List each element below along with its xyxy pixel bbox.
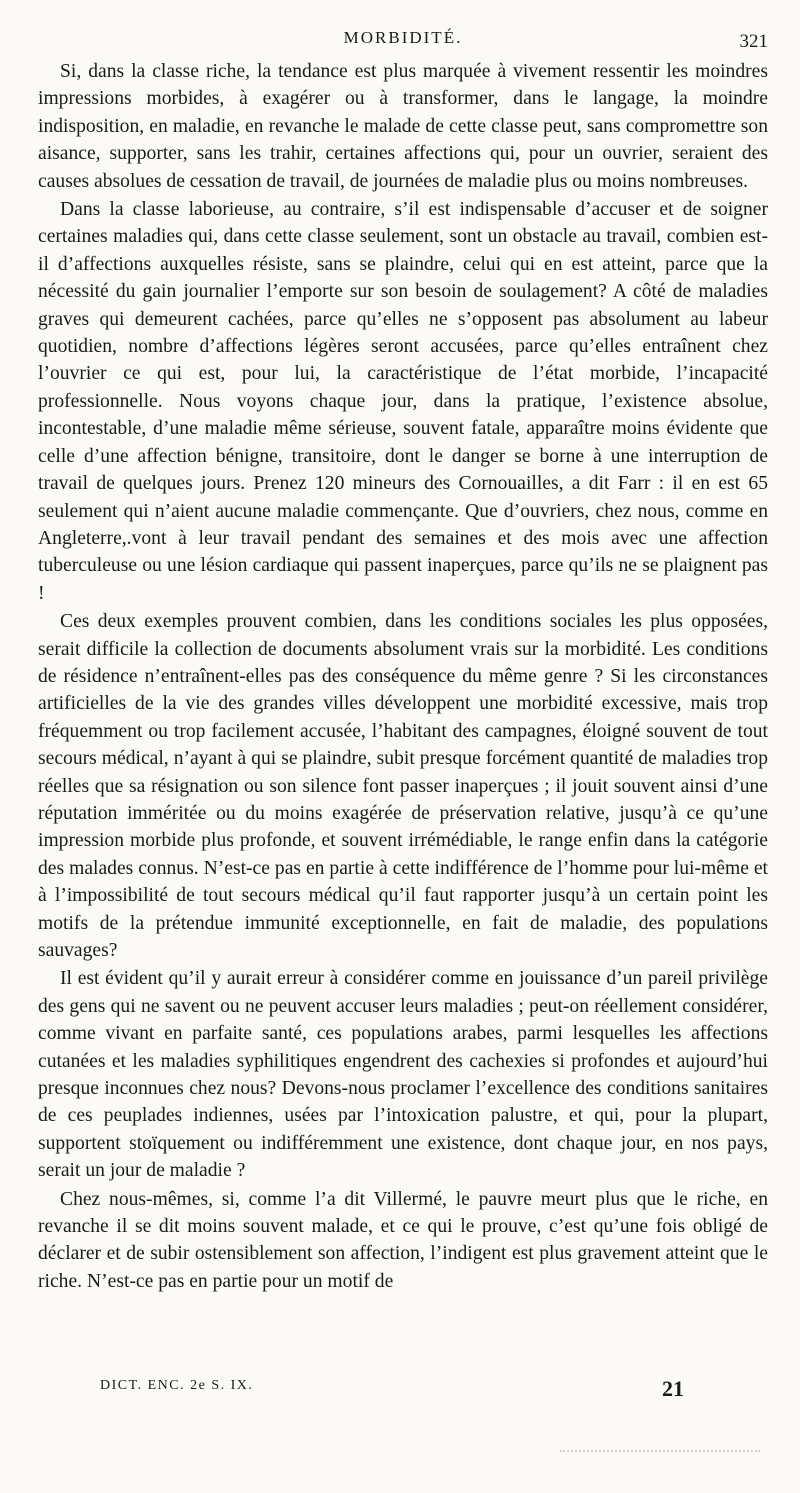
signature-number: 21 (662, 1376, 684, 1401)
paragraph-2: Dans la classe laborieuse, au contraire, s’il est indispensable d’accuser et de soigner certaines maladies qui, dans cette classe seulement, sont un obstacle au travail, combien est-il d’affections auxquelles résiste, sans se plaindre, celui qui en est atteint, parce que la nécessité du gain journalier l’emporte sur son besoin de soulagement? A côté de maladies graves qui demeurent cachées, parce qu’elles ne s’opposent pas absolument au labeur quotidien, nombre d’affections légères seront accusées, parce qu’elles entraînent chez l’ouvrier ce qui est, pour lui, la caractéristique de l’état morbide, l’incapacité professionnelle. Nous voyons chaque jour, dans la pratique, l’existence absolue, incontestable, d’une maladie même sérieuse, souvent fatale, apparaître moins évidente que celle d’une affection bénigne, transitoire, dont le danger se borne à une interruption de travail de quelques jours. Prenez 120 mineurs des Cornouailles, a dit Farr : il en est 65 seulement qui n’aient aucune maladie commençante. Que d’ouvriers, chez nous, comme en Angleterre,.vont à leur travail pendant des semaines et des mois avec une affection tuberculeuse ou une lésion cardiaque qui passent inaperçues, parce qu’ils ne se plaignent pas ! (38, 199, 768, 604)
running-head (38, 28, 768, 52)
paragraph-5: Chez nous-mêmes, si, comme l’a dit Villermé, le pauvre meurt plus que le riche, en revanche il se dit moins souvent malade, et ce qui le prouve, c’est qu’une fois obligé de déclarer et de subir ostensiblement son affection, l’indigent est plus gravement atteint que le riche. N’est-ce pas en partie pour un motif de (38, 1188, 768, 1292)
page-number: 321 (739, 31, 768, 52)
paragraph-4: Il est évident qu’il y aurait erreur à considérer comme en jouissance d’un pareil privilège des gens qui ne savent ou ne peuvent accuser leurs maladies ; peut-on réellement considérer, comme vivant en parfaite santé, ces populations arabes, parmi lesquelles les affections cutanées et les maladies syphilitiques engendrent des cachexies si profondes et aujourd’hui presque inconnues chez nous? Devons-nous proclamer l’excellence des conditions sanitaires de ces peuplades indiennes, usées par l’intoxication palustre, et qui, pour la plupart, supportent stoïquement ou indifféremment une existence, dont chaque jour, en nos pays, serait un jour de maladie ? (38, 968, 768, 1182)
show-through-bleed (560, 1450, 760, 1458)
running-title: MORBIDITÉ. (343, 28, 463, 47)
paragraph-3: Ces deux exemples prouvent combien, dans les conditions sociales les plus opposées, serait difficile la collection de documents absolument vrais sur la morbidité. Les conditions de résidence n’entraînent-elles pas des conséquence du même genre ? Si les circonstances artificielles de la vie des grandes villes développent une morbidité excessive, mais trop fréquemment ou trop facilement accusée, l’habitant des campagnes, éloigné souvent de tout secours médical, n’ayant à qui se plaindre, subit presque forcément quantité de maladies trop réelles que sa résignation ou son silence font passer inaperçues ; il jouit souvent ainsi d’une réputation imméritée ou du moins exagérée de préservation relative, jusqu’à ce qu’une impression morbide plus profonde, et souvent irrémédiable, le range enfin dans la catégorie des malades connus. N’est-ce pas en partie à cette indifférence de l’homme pour lui-même et à l’impossibilité de tout secours médical qu’il faut rapporter jusqu’à un certain point les motifs de la prétendue immunité exceptionnelle, en fait de maladie, des populations sauvages? (38, 611, 768, 961)
paragraph-1: Si, dans la classe riche, la tendance est plus marquée à vivement ressentir les moindres impressions morbides, à exagérer ou à transformer, dans le langage, la moindre indisposition, en maladie, en revanche le malade de cette classe peut, sans compromettre son aisance, supporter, sans les trahir, certaines affections qui, pour un ouvrier, seraient des causes absolues de cessation de travail, de journées de maladie plus ou moins nombreuses. (38, 61, 768, 192)
body-text (38, 58, 768, 1296)
signature-mark: DICT. ENC. 2e S. IX. (100, 1378, 254, 1393)
